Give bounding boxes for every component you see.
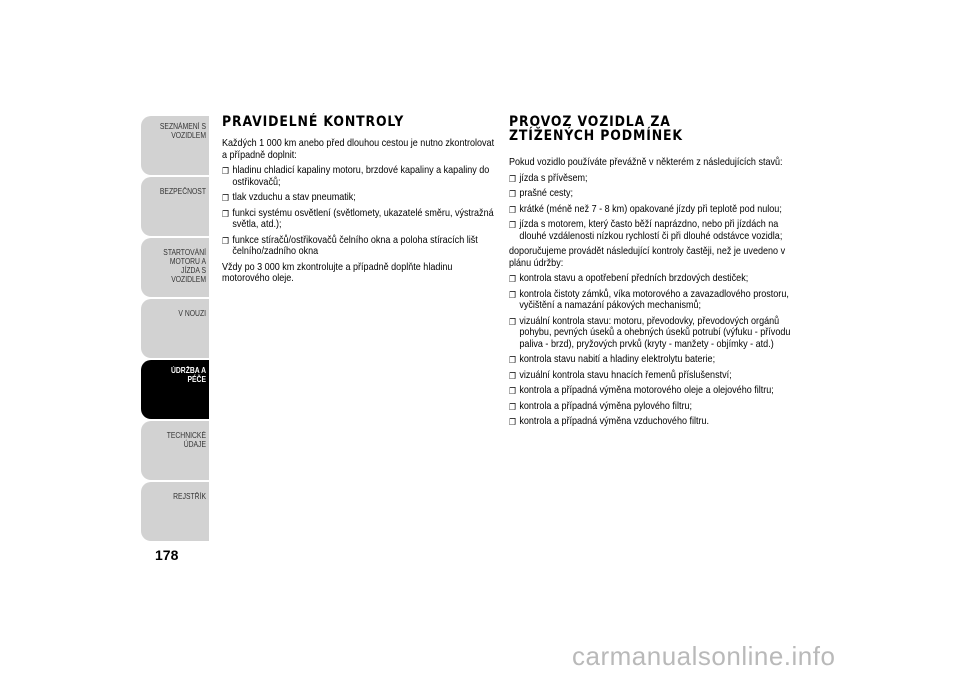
list-item: ❐ kontrola čistoty zámků, víka motorového a zavazadlového prostoru, vyčištění a namazání pákových mechanismů; — [509, 287, 789, 311]
tab-bezpecnost[interactable] — [141, 177, 209, 236]
left-column — [222, 115, 497, 289]
list-item: ❐ kontrola stavu a opotřebení předních brzdových destiček; — [509, 272, 749, 284]
chapter-tabs — [141, 116, 209, 543]
list-item: ❐ kontrola a případná výměna motorového oleje a olejového filtru; — [509, 384, 774, 396]
tab-udrzba[interactable] — [141, 360, 209, 419]
list-item: ❐ prašné cesty; — [509, 187, 574, 199]
list-item: ❐ jízda s přívěsem; — [509, 171, 588, 184]
watermark: carmanualsonline.info — [572, 641, 836, 671]
checkbox-icon: ❐ — [222, 235, 229, 246]
tab-label: ÚDRŽBA A PÉČE — [170, 366, 206, 384]
list-item: ❐ funkce stíračů/ostřikovačů čelního okna a poloha stíracích lišt čelního/zadního okna — [222, 233, 478, 257]
middle-text: doporučujeme provádět následující kontroly častěji, než je uvedeno v plánu údržby: — [509, 245, 786, 269]
checkbox-icon: ❐ — [509, 274, 516, 284]
tab-v-nouzi[interactable] — [141, 299, 209, 358]
checkbox-icon: ❐ — [222, 166, 229, 176]
tab-label: TECHNICKÉ ÚDAJE — [166, 431, 206, 449]
checkbox-icon: ❐ — [509, 220, 516, 230]
right-column — [509, 115, 797, 432]
list-item: ❐ tlak vzduchu a stav pneumatik; — [222, 191, 356, 203]
tab-label: REJSTŘÍK — [173, 492, 206, 501]
tab-label: SEZNÁMENÍ S VOZIDLEM — [159, 122, 206, 140]
list-item: ❐ vizuální kontrola stavu: motoru, převodovky, převodových orgánů pohybu, pevných úseků a ohebných úseků potrubí (výfuku - přívodu paliva - brzd), pryžových prvků (kryty - manžety - objímky - atd.) — [509, 314, 791, 350]
checkbox-icon: ❐ — [509, 401, 516, 412]
checkbox-icon: ❐ — [222, 208, 229, 219]
checkbox-icon: ❐ — [509, 289, 516, 300]
list-item: ❐ krátké (méně než 7 - 8 km) opakované jízdy při teplotě pod nulou; — [509, 202, 782, 215]
checkbox-icon: ❐ — [509, 204, 516, 215]
checkbox-icon: ❐ — [509, 316, 516, 327]
tab-label: STARTOVÁNÍ MOTORU A JÍZDA S VOZIDLEM — [163, 248, 206, 284]
intro-text: Každých 1 000 km anebo před dlouhou cestou je nutno zkontrolovat a případně doplnit: — [222, 137, 495, 161]
section-heading-regular-checks: PRAVIDELNÉ KONTROLY — [222, 114, 405, 130]
list-item: ❐ vizuální kontrola stavu hnacích řemenů příslušenství; — [509, 368, 732, 381]
page-number: 178 — [155, 547, 179, 563]
checkbox-icon: ❐ — [509, 173, 516, 184]
tab-startovani[interactable] — [141, 238, 209, 297]
list-item: ❐ kontrola a případná výměna vzduchového filtru. — [509, 415, 710, 427]
checkbox-icon: ❐ — [222, 193, 229, 203]
list-item: ❐ hladinu chladicí kapaliny motoru, brzdové kapaliny a kapaliny do ostřikovačů; — [222, 164, 490, 188]
list-item: ❐ jízda s motorem, který často běží naprázdno, nebo při jízdách na dlouhé vzdálenosti nízkou rychlostí či při dlouhé odstávce vozidla; — [509, 218, 783, 242]
checkbox-icon: ❐ — [509, 355, 516, 365]
list-item: ❐ kontrola a případná výměna pylového filtru; — [509, 399, 693, 412]
outro-text: Vždy po 3 000 km zkontrolujte a případně doplňte hladinu motorového oleje. — [222, 260, 453, 284]
list-item: ❐ funkci systému osvětlení (světlomety, ukazatelé směru, výstražná světla, atd.); — [222, 206, 494, 230]
intro-text: Pokud vozidlo používáte převážně v některém z následujících stavů: — [509, 156, 783, 168]
list-item: ❐ kontrola stavu nabití a hladiny elektrolytu baterie; — [509, 353, 716, 365]
section-heading-difficult-conditions: PROVOZ VOZIDLA ZA ZTÍŽENÝCH PODMÍNEK — [509, 114, 683, 144]
tab-label: V NOUZI — [178, 309, 206, 318]
tab-rejstrik[interactable] — [141, 482, 209, 541]
tab-technicke-udaje[interactable] — [141, 421, 209, 480]
checkbox-icon: ❐ — [509, 189, 516, 199]
checkbox-icon: ❐ — [509, 370, 516, 381]
checkbox-icon: ❐ — [509, 386, 516, 396]
tab-label: BEZPEČNOST — [159, 187, 206, 196]
tab-seznameni[interactable] — [141, 116, 209, 175]
checkbox-icon: ❐ — [509, 417, 516, 427]
